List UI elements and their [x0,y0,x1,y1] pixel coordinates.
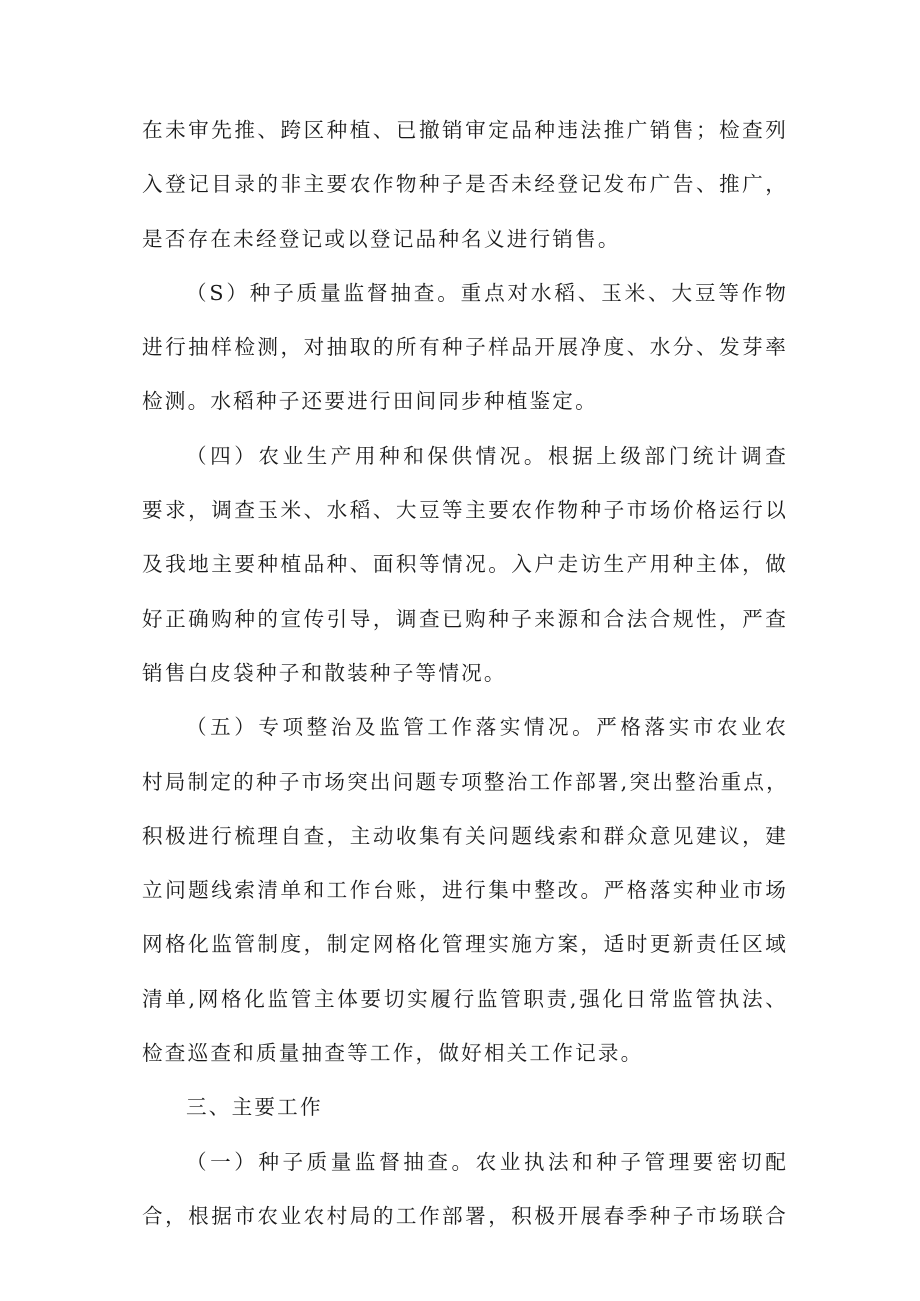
text-line: 清单,网格化监管主体要切实履行监管职责,强化日常监管执法、 [142,986,788,1011]
section-heading-line: （四）农业生产用种和保供情况。根据上级部门统计调查 [186,443,788,468]
section-heading-line: （S）种子质量监督抽查。重点对水稻、玉米、大豆等作物 [186,280,788,305]
text-line: 销售白皮袋种子和散装种子等情况。 [142,660,507,685]
text-line: 好正确购种的宣传引导，调查已购种子来源和合法合规性，严查 [142,606,788,631]
text-line: 要求，调查玉米、水稻、大豆等主要农作物种子市场价格运行以 [142,498,788,523]
text-line: 检查巡查和质量抽查等工作，做好相关工作记录。 [142,1041,644,1066]
text-line: 网格化监管制度，制定网格化管理实施方案，适时更新责任区域 [142,932,788,957]
text-line: 入登记目录的非主要农作物种子是否未经登记发布广告、推广， [142,172,788,197]
section-heading-line: （五）专项整治及监管工作落实情况。严格落实市农业农 [186,715,788,740]
text-line: 检测。水稻种子还要进行田间同步种植鉴定。 [142,389,598,414]
text-line: 合，根据市农业农村局的工作部署，积极开展春季种子市场联合 [142,1203,788,1228]
text-line: 立问题线索清单和工作台账，进行集中整改。严格落实种业市场 [142,878,788,903]
text-line: 进行抽样检测，对抽取的所有种子样品开展净度、水分、发芽率 [142,335,788,360]
section-heading-line: （一）种子质量监督抽查。农业执法和种子管理要密切配 [186,1149,788,1174]
text-line: 村局制定的种子市场突出问题专项整治工作部署,突出整治重点， [142,769,789,794]
text-line: 在未审先推、跨区种植、已撤销审定品种违法推广销售；检查列 [142,118,788,142]
text-line: 是否存在未经登记或以登记品种名义进行销售。 [142,226,621,251]
document-body [142,103,788,1243]
text-line: 积极进行梳理自查，主动收集有关问题线索和群众意见建议，建 [142,823,788,848]
text-line: 及我地主要种植品种、面积等情况。入户走访生产用种主体，做 [142,552,788,577]
chapter-heading: 三、主要工作 [186,1095,323,1120]
